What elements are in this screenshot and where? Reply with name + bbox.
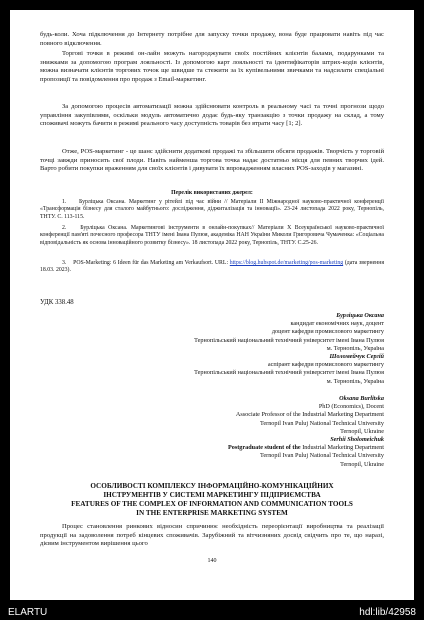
reference-3-link[interactable]: https://blog.hubspot.de/marketing/pos-marketing	[229, 260, 344, 266]
author2-university-ua: Тернопільський національний технічний університет імені Івана Пулюя	[194, 369, 384, 377]
udk-code: УДК 338.48	[40, 299, 74, 306]
author1-position-ua: доцент кафедри промислового маркетингу	[271, 328, 384, 336]
reference-3	[40, 260, 384, 275]
paragraph-2: Торгові точки в режимі он-лайн можуть нагороджувати своїх постійних клієнтів балами, подарунками та знижками за допомогою програм лояльності. Із допомогою карт лояльності та ідентифікаторів штрих-кодів клієнтів, можна визначати клієнтів торгових точок ще швидше та стежити за їх купівельними звичками та надсилати спеціальні пропозиції та повідомлення про продаж з Email-маркетинг.	[40, 50, 384, 83]
author1-degree-en: PhD (Economics), Docent	[318, 403, 384, 411]
references-heading: Перелік використаних джерел:	[171, 190, 253, 196]
author1-position-en: Associate Professor of the Industrial Marketing Department	[235, 411, 384, 419]
paragraph-1: будь-коли. Хоча підключення до Інтернету потрібне для запуску точки продажу, вона буде працювати навіть під час повного відключення.	[40, 31, 384, 47]
author1-city-ua: м. Тернопіль, Україна	[326, 344, 384, 352]
author1-city-en: Ternopil, Ukraine	[340, 427, 384, 435]
author2-university-en: Ternopil Ivan Puluj National Technical University	[260, 452, 384, 460]
author2-position-en-rest: Industrial Marketing Department	[300, 444, 384, 452]
author1-university-ua: Тернопільський національний технічний університет імені Івана Пулюя	[194, 336, 384, 344]
article-title	[40, 482, 384, 518]
title-en-line1: FEATURES OF THE COMPLEX OF INFORMATION AND COMMUNICATION TOOLS	[71, 500, 353, 508]
paragraph-3: За допомогою процесів автоматизації можна здійснювати контроль в реальному часі та точні прогнози щодо управління закупівлями, оскільки модуль автоматично додає будь-яку транзакцію з точки продажу на склад, а тому споживачі можуть бачити в режимі реального часу доступність товарів без втрати часу [1; 2].	[40, 103, 384, 128]
authors-ua	[194, 312, 384, 386]
author1-name-ua: Бурліцька Оксана	[336, 312, 384, 319]
author2-name-ua: Шоломейчук Сергій	[329, 353, 384, 361]
footer-repository-name: ELARTU	[8, 607, 48, 618]
author2-name-en: Serhii Sholomeichuk	[330, 436, 384, 444]
author1-degree-ua: кандидат економічних наук, доцент	[290, 320, 384, 328]
title-ua-line1: ОСОБЛИВОСТІ КОМПЛЕКСУ ІНФОРМАЦІЙНО-КОМУНІКАЦІЙНИХ	[90, 482, 334, 490]
author1-name-en: Oksana Burlitska	[339, 395, 384, 402]
author2-position-en-bold: Postgraduate student of the	[227, 444, 301, 452]
document-page	[10, 10, 414, 600]
author2-city-ua: м. Тернопіль, Україна	[326, 377, 384, 385]
title-ua-line2: ІНСТРУМЕНТІВ У СИСТЕМІ МАРКЕТИНГУ ПІДПРИЄМСТВА	[103, 491, 321, 499]
author2-position-ua: аспірант кафедри промислового маркетингу	[267, 361, 384, 369]
intro-paragraph: Процес становлення ринкових відносин спричинює необхідність переорієнтації виробництва та реалізації продукції на задоволення потреб кінцевих споживачів. Зарубіжний та вітчизняних досвід свідчить про те, що наразі, дієвим інструментом вирішення цього	[40, 523, 384, 548]
author2-position-en	[228, 444, 384, 452]
reference-2: 2. Бурліцька Оксана. Маркетингові інструменти в онлайн-покупках// Матеріали Х Всеукраїнської науково-практичної конференції пам'яті почесного професора ТНТУ імені Івана Пулюя, академіка НАН України Миколи Григоровича Чумаченка: «Соціальна відповідальність як основа інноваційного розвитку бізнесу». 18 листопада 2022 року, Тернопіль, ТНТУ. С.25-26.	[40, 225, 384, 246]
author1-university-en: Ternopil Ivan Puluj National Technical University	[260, 419, 384, 427]
reference-3-text: 3. POS-Marketing: 6 Ideen für das Marketing am Verkaufsort. URL:	[62, 260, 229, 266]
authors-en	[228, 395, 384, 469]
reference-3-tail: (дата звернення 18.03. 2023).	[40, 260, 385, 274]
reference-1: 1. Бурліцька Оксана. Маркетинг у рітейлі під час війни // Матеріали II Міжнародної науково-практичної конференції «Трансформація бізнесу для сталого майбутнього: дослідження, діджиталізація та інновації». 23-24 листопада 2022 року, Тернопіль, ТНТУ. С. 113-115.	[40, 199, 384, 220]
page-number: 140	[207, 558, 217, 564]
footer-handle: hdl:lib/42958	[359, 607, 416, 618]
paragraph-4: Отже, POS-маркетинг - це шанс здійснити додаткові продажі та збільшити обсяги продажів. Творчість у торговій точці завжди приносить свої плоди. Навіть найменша торгова точка надає достатньо місця для певних творчих ідей. Варто робити покупки враженням для своїх клієнтів і дивувати їх впровадженням власних POS-заходів у магазині.	[40, 148, 384, 173]
author2-city-en: Ternopil, Ukraine	[340, 460, 384, 468]
title-en-line2: IN THE ENTERPRISE MARKETING SYSTEM	[136, 509, 288, 517]
